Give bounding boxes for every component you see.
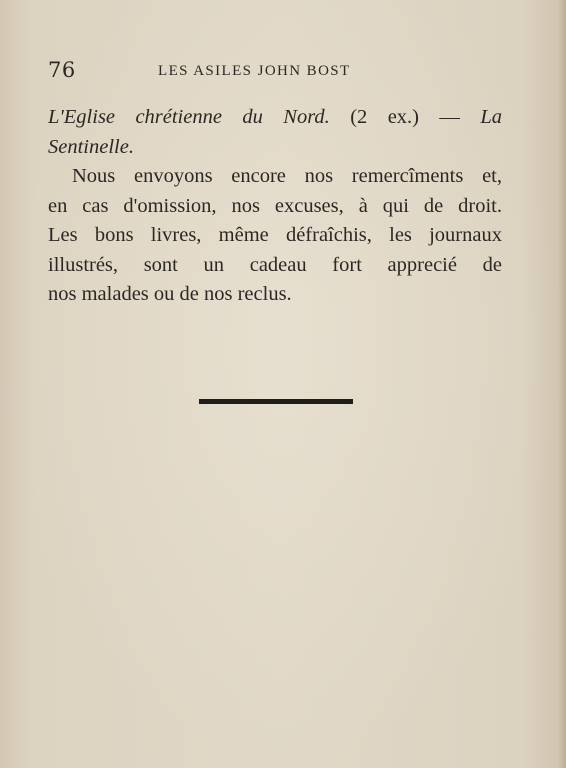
text-line-6: illustrés, sont un cadeau fort apprecié de — [48, 253, 502, 276]
page-number: 76 — [48, 58, 76, 82]
publication-title-1: L'Eglise chrétienne du Nord. — [48, 106, 330, 128]
text-line-3: Nous envoyons encore nos remercîments et, — [72, 165, 502, 187]
running-title: LES ASILES JOHN BOST — [158, 63, 351, 79]
text-line-2: Sentinelle. — [48, 135, 134, 158]
publication-title-2-start: La — [480, 106, 502, 128]
copies-note: (2 ex.) — — [329, 106, 481, 128]
page-header — [48, 58, 518, 84]
body-text — [48, 103, 502, 310]
text-line-4: en cas d'omission, nos excuses, à qui de droit. — [48, 194, 502, 217]
text-line-5: Les bons livres, même défraîchis, les journaux — [48, 224, 502, 246]
text-line-7: nos malades ou de nos reclus. — [48, 283, 292, 305]
section-end-rule — [199, 399, 353, 404]
text-line-1 — [48, 103, 502, 133]
page-edge-shadow — [558, 0, 566, 768]
